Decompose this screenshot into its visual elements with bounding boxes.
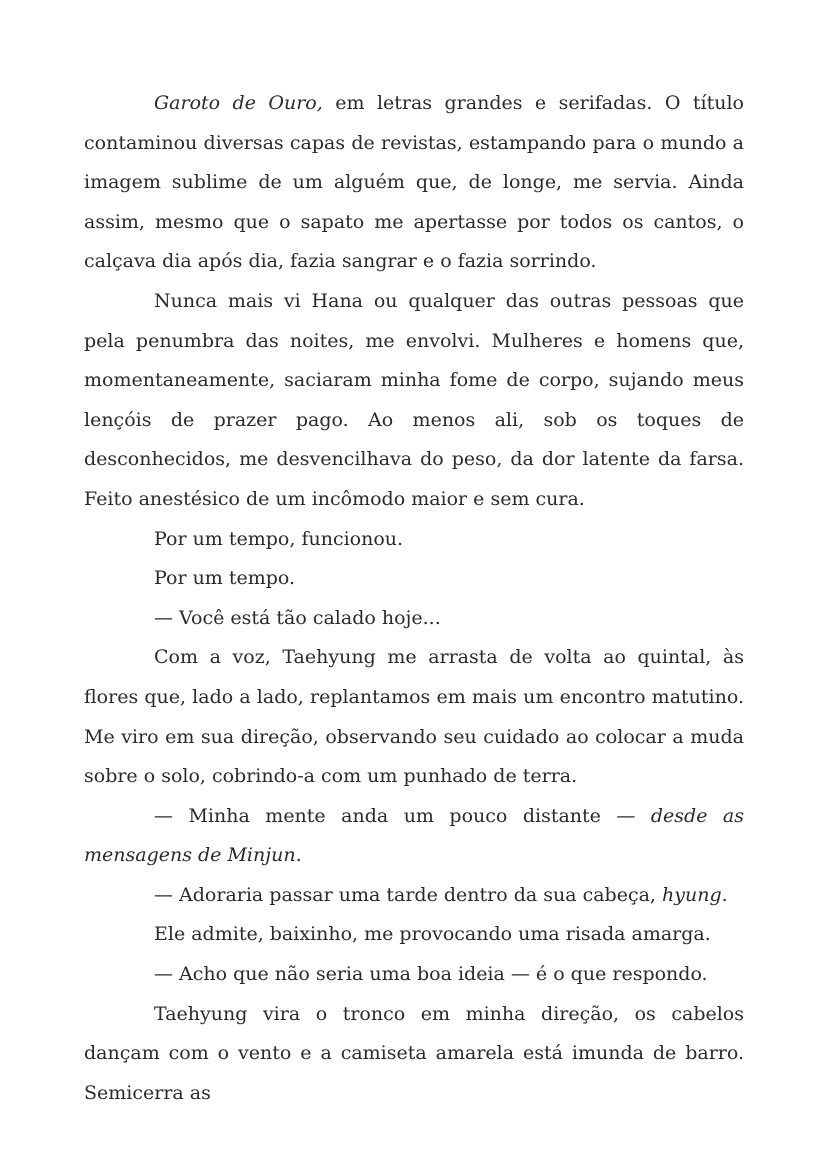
paragraph	[84, 915, 744, 955]
text-segment: Por um tempo, funcionou.	[154, 527, 404, 550]
paragraph	[84, 282, 744, 520]
dialogue-line	[84, 599, 744, 639]
paragraph	[84, 559, 744, 599]
text-segment: Por um tempo.	[154, 567, 296, 590]
text-segment: .	[721, 883, 728, 906]
text-segment: Com a voz, Taehyung me arrasta de volta ao quintal, às flores que, lado a lado, replantamos em mais um encontro matutino. Me viro em sua direção, observando seu cuidado ao colocar a muda sobre o solo, cobrindo-a com um punhado de terra.	[84, 646, 744, 788]
book-page	[84, 84, 744, 1113]
text-segment: Taehyung vira o tronco em minha direção, os cabelos dançam com o vento e a camiseta amarela está imunda de barro. Semicerra as	[84, 1002, 744, 1104]
text-segment: Nunca mais vi Hana ou qualquer das outras pessoas que pela penumbra das noites, me envolvi. Mulheres e homens que, momentaneamente, saciaram minha fome de corpo, sujando meus lençóis de prazer pago. Ao menos ali, sob os toques de desconhecidos, me desvencilhava do peso, da dor latente da farsa. Feito anestésico de um incômodo maior e sem cura.	[84, 289, 744, 510]
text-segment: — Minha mente anda um pouco distante —	[154, 804, 651, 827]
text-segment: — Adoraria passar uma tarde dentro da sua cabeça,	[154, 883, 662, 906]
paragraph	[84, 84, 744, 282]
text-segment: — Você está tão calado hoje...	[154, 606, 441, 629]
italic-text: hyung	[662, 883, 722, 906]
text-segment: Ele admite, baixinho, me provocando uma risada amarga.	[154, 923, 711, 946]
text-segment: — Acho que não seria uma boa ideia — é o que respondo.	[154, 963, 708, 986]
dialogue-line	[84, 876, 744, 916]
paragraph	[84, 638, 744, 796]
dialogue-line	[84, 955, 744, 995]
paragraph	[84, 520, 744, 560]
text-segment: em letras grandes e serifadas. O título contaminou diversas capas de revistas, estampando para o mundo a imagem sublime de um alguém que, de longe, me servia. Ainda assim, mesmo que o sapato me apertasse por todos os cantos, o calçava dia após dia, fazia sangrar e o fazia sorrindo.	[84, 92, 744, 273]
dialogue-line	[84, 797, 744, 876]
paragraph	[84, 995, 744, 1114]
italic-text: Garoto de Ouro,	[154, 92, 323, 114]
italic-text: desde as mensagens de Minjun.	[84, 804, 744, 867]
